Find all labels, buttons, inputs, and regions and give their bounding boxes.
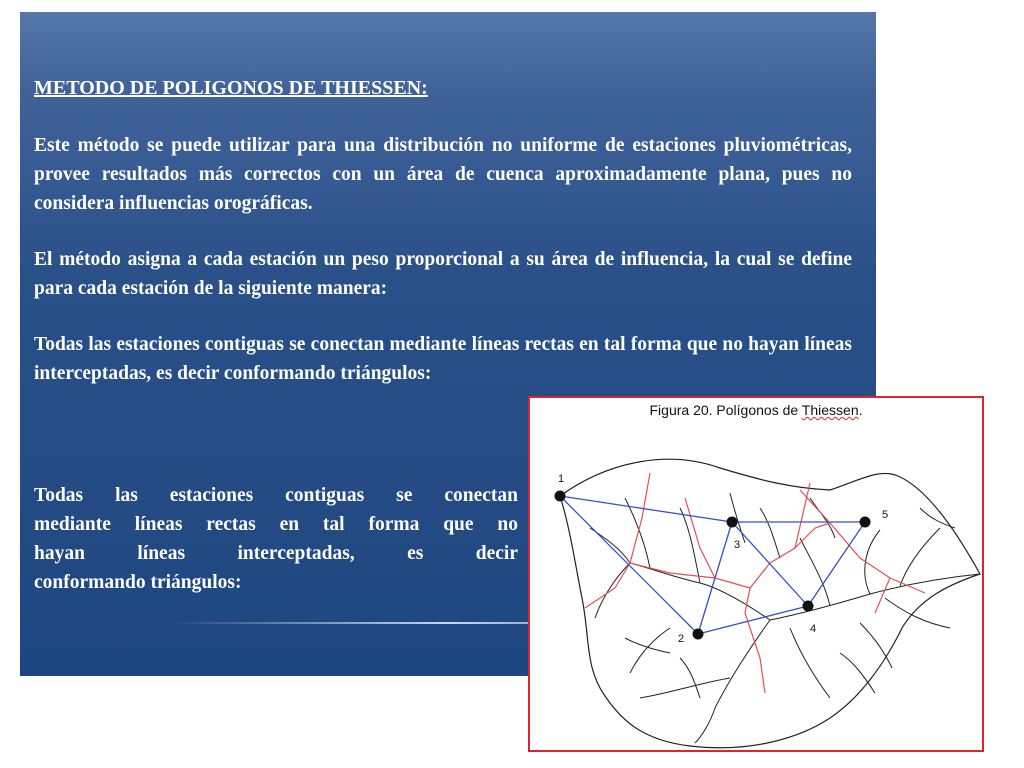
triangulation-lines xyxy=(560,496,865,634)
paragraph-connect-stations: Todas las estaciones contiguas se conectan mediante líneas rectas en tal forma que no hayan líneas interceptadas, es decir conformando triángulos: xyxy=(34,334,852,384)
paragraph-weight-assignment: El método asigna a cada estación un peso proporcional a su área de influencia, la cual se define para cada estación de la siguiente manera: xyxy=(34,249,852,299)
station-5-marker xyxy=(860,517,871,528)
station-3-label: 3 xyxy=(734,539,741,551)
station-4-marker xyxy=(803,601,814,612)
thiessen-figure xyxy=(528,396,984,752)
station-2-label: 2 xyxy=(678,633,685,645)
station-2-marker xyxy=(693,629,704,640)
station-1-marker xyxy=(555,491,566,502)
station-5-label: 5 xyxy=(882,509,889,521)
slide-title: METODO DE POLIGONOS DE THIESSEN: xyxy=(34,77,428,99)
thiessen-polygons xyxy=(585,473,925,693)
watershed-map xyxy=(530,398,982,750)
watershed-boundary xyxy=(560,459,980,747)
station-1-label: 1 xyxy=(558,473,565,485)
paragraph-line: conformando triángulos: xyxy=(34,572,242,593)
paragraph-line: mediante líneas rectas en tal forma que no xyxy=(34,514,518,535)
caption-word-thiessen: Thiessen xyxy=(801,402,859,418)
paragraph-connect-stations-repeat xyxy=(34,481,518,597)
station-3-marker xyxy=(727,517,738,528)
stream-network xyxy=(590,493,980,743)
paragraph-line: hayan líneas interceptadas, es decir xyxy=(34,543,518,564)
paragraph-method-description: Este método se puede utilizar para una distribución no uniforme de estaciones pluviométricas, provee resultados más correctos con un área de cuenca aproximadamente plana, pues no considera influencias orográficas. xyxy=(34,135,852,214)
station-4-label: 4 xyxy=(810,623,817,635)
paragraph-line: Todas las estaciones contiguas se conectan xyxy=(34,485,518,506)
caption-suffix: . xyxy=(858,402,863,418)
caption-prefix: Figura 20. Polígonos de xyxy=(649,402,802,418)
